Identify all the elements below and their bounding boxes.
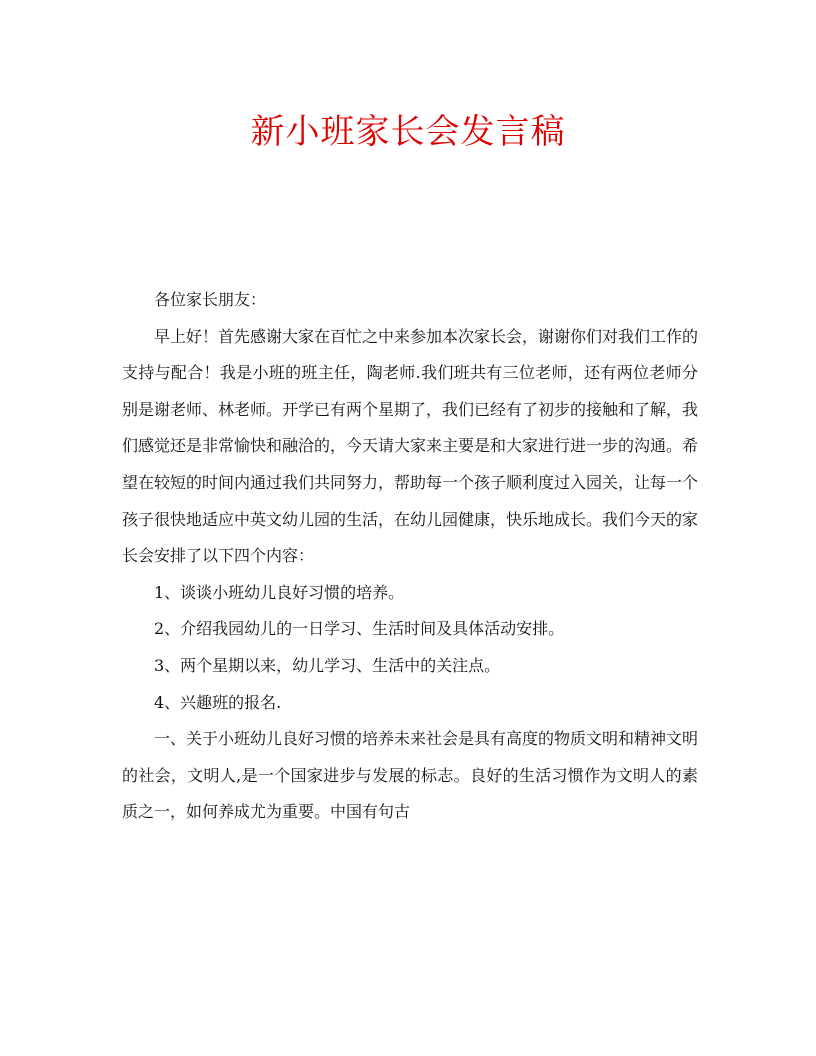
agenda-item-3: 3、两个星期以来，幼儿学习、生活中的关注点。 [154, 655, 501, 675]
document-title: 新小班家长会发言稿 [250, 112, 566, 152]
intro-paragraph: 早上好！首先感谢大家在百忙之中来参加本次家长会，谢谢你们对我们工作的支持与配合！我是小班的班主任，陶老师.我们班共有三位老师，还有两位老师分别是谢老师、林老师。开学已有两个星期了，我们已经有了初步的接触和了解，我们感觉还是非常愉快和融洽的，今天请大家来主要是和大家进行进一步的沟通。希望在较短的时间内通过我们共同努力，帮助每一个孩子顺利度过入园关，让每一个孩子很快地适应中英文幼儿园的生活，在幼儿园健康，快乐地成长。我们今天的家长会安排了以下四个内容： [122, 326, 699, 566]
salutation-paragraph: 各位家长朋友： [154, 290, 267, 309]
section-one-paragraph: 一、关于小班幼儿良好习惯的培养未来社会是具有高度的物质文明和精神文明的社会，文明人,是一个国家进步与发展的标志。良好的生活习惯作为文明人的素质之一，如何养成尤为重要。中国有句古 [122, 729, 699, 822]
agenda-item-1: 1、谈谈小班幼儿良好习惯的培养。 [154, 582, 405, 602]
agenda-item-4: 4、兴趣班的报名. [154, 692, 282, 712]
document-body [122, 282, 698, 831]
agenda-item-2: 2、介绍我园幼儿的一日学习、生活时间及具体活动安排。 [154, 619, 565, 639]
